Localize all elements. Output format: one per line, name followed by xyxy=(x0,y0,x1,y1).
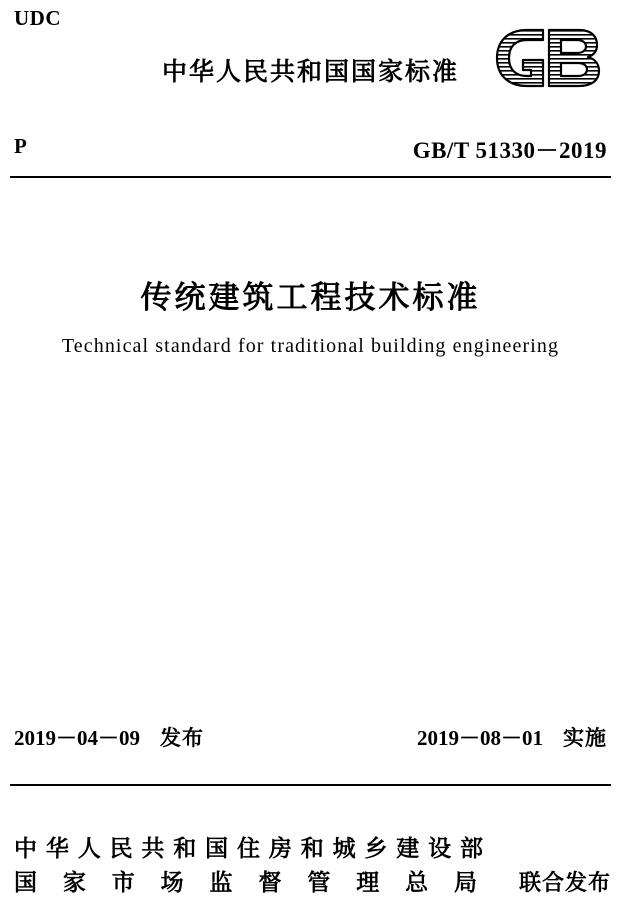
gb-logo-icon xyxy=(487,22,607,94)
bottom-divider xyxy=(10,784,611,786)
classification-code: P xyxy=(14,134,27,158)
national-standard-title: 中华人民共和国国家标准 xyxy=(161,57,459,86)
top-divider xyxy=(10,176,611,178)
issue-date-group xyxy=(14,722,204,752)
joint-issue-label: 联合发布 xyxy=(518,871,611,896)
standard-number: GB/T 51330－2019 xyxy=(412,138,607,163)
document-title-english: Technical standard for traditional building engineering xyxy=(61,335,560,357)
issuer-line-1: 中华人民共和国住房和城乡建设部 xyxy=(14,836,484,862)
implement-date-group xyxy=(417,722,607,752)
dates-row xyxy=(14,722,607,752)
issue-date: 2019－04－09 xyxy=(14,726,140,750)
issuer-line-2: 国家市场监督管理总局 xyxy=(14,870,484,896)
issuing-authorities xyxy=(14,832,484,900)
udc-label: UDC xyxy=(14,6,61,30)
implement-date: 2019－08－01 xyxy=(417,726,543,750)
issue-date-label: 发布 xyxy=(160,726,204,750)
implement-date-label: 实施 xyxy=(563,726,607,750)
document-title-chinese: 传统建筑工程技术标准 xyxy=(140,280,481,316)
